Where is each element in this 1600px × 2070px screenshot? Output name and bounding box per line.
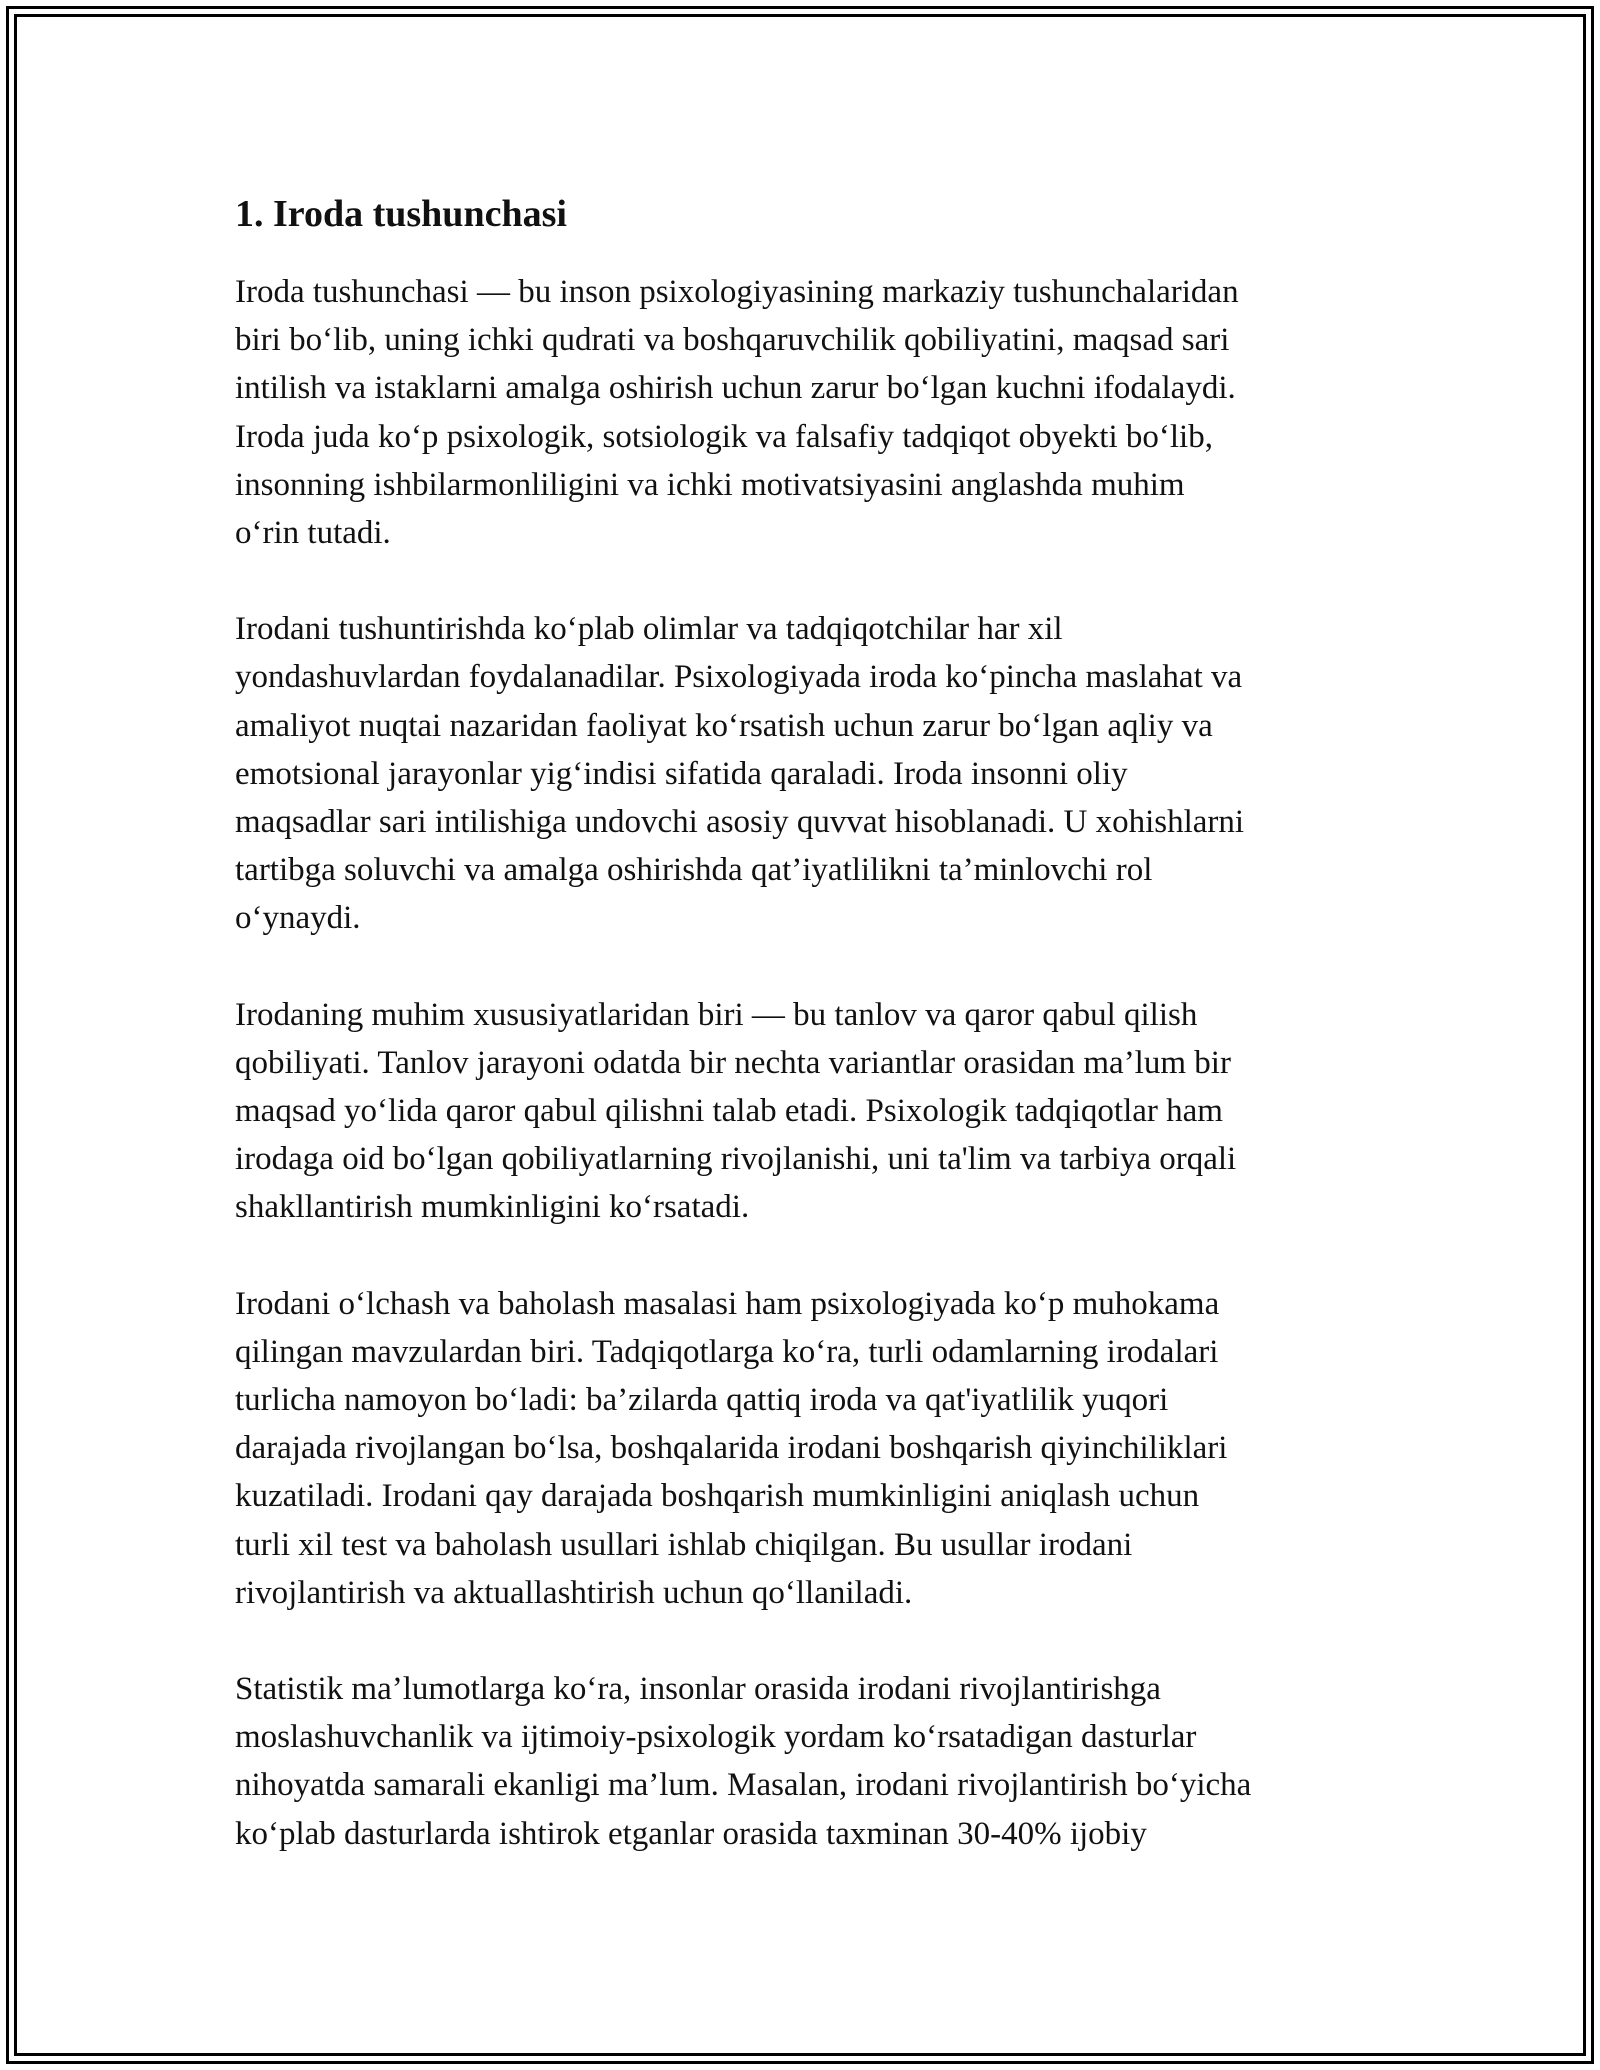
- section-heading: 1. Iroda tushunchasi: [235, 193, 567, 235]
- paragraph-4: Irodani o‘lchash va baholash masalasi ham psixologiyada ko‘p muhokama qilingan mavzulardan biri. Tadqiqotlarga ko‘ra, turli odamlarning irodalari turlicha namoyon bo‘ladi: ba’zilarda qattiq iroda va qat'iyatlilik yuqori darajada rivojlangan bo‘lsa, boshqalarida irodani boshqarish qiyinchiliklari kuzatiladi. Irodani qay darajada boshqarish mumkinligini aniqlash uchun turli xil test va baholash usullari ishlab chiqilgan. Bu usullar irodani rivojlantirish va aktuallashtirish uchun qo‘llaniladi.: [235, 1285, 1228, 1611]
- paragraph-2: Irodani tushuntirishda ko‘plab olimlar va tadqiqotchilar har xil yondashuvlardan foydalanadilar. Psixologiyada iroda ko‘pincha maslahat va amaliyot nuqtai nazaridan faoliyat ko‘rsatish uchun zarur bo‘lgan aqliy va emotsional jarayonlar yig‘indisi sifatida qaraladi. Iroda insonni oliy maqsadlar sari intilishiga undovchi asosiy quvvat hisoblanadi. U xohishlarni tartibga soluvchi va amalga oshirishda qat’iyatlilikni ta’minlovchi rol o‘ynaydi.: [235, 611, 1245, 937]
- document-body: [235, 188, 1365, 1906]
- paragraph-5: Statistik ma’lumotlarga ko‘ra, insonlar orasida irodani rivojlantirishga moslashuvchanlik va ijtimoiy-psixologik yordam ko‘rsatadigan dasturlar nihoyatda samarali ekanligi ma’lum. Masalan, irodani rivojlantirish bo‘yicha ko‘plab dasturlarda ishtirok etganlar orasida taxminan 30-40% ijobiy: [235, 1671, 1252, 1852]
- paragraph-3: Irodaning muhim xususiyatlaridan biri — bu tanlov va qaror qabul qilish qobiliyati. Tanlov jarayoni odatda bir nechta variantlar orasidan ma’lum bir maqsad yo‘lida qaror qabul qilishni talab etadi. Psixologik tadqiqotlar ham irodaga oid bo‘lgan qobiliyatlarning rivojlanishi, uni ta'lim va tarbiya orqali shakllantirish mumkinligini ko‘rsatadi.: [235, 996, 1237, 1226]
- paragraph-1: Iroda tushunchasi — bu inson psixologiyasining markaziy tushunchalaridan biri bo‘lib, uning ichki qudrati va boshqaruvchilik qobiliyatini, maqsad sari intilish va istaklarni amalga oshirish uchun zarur bo‘lgan kuchni ifodalaydi. Iroda juda ko‘p psixologik, sotsiologik va falsafiy tadqiqot obyekti bo‘lib, insonning ishbilarmonliligini va ichki motivatsiyasini anglashda muhim o‘rin tutadi.: [235, 274, 1239, 552]
